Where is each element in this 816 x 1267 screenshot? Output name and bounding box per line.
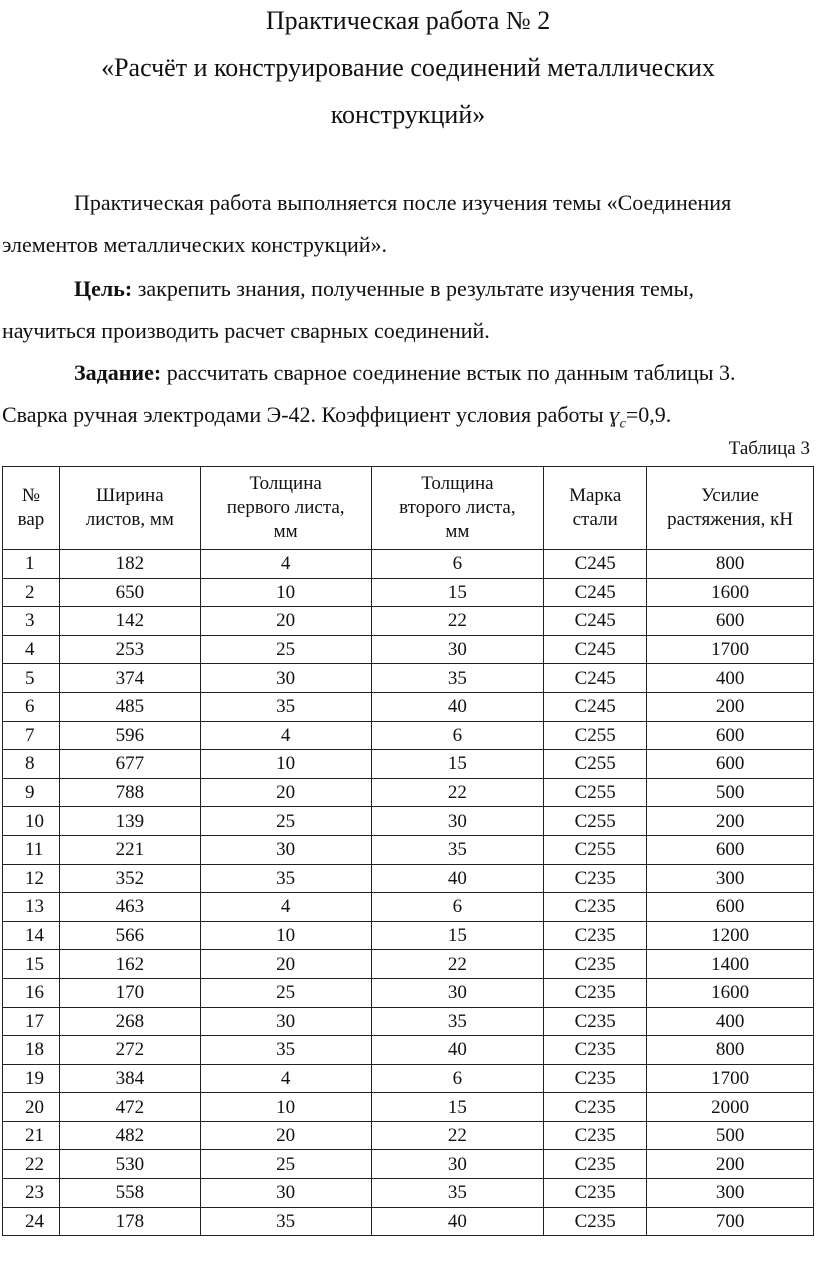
table-cell: 22: [371, 778, 544, 807]
table-cell: 253: [59, 635, 200, 664]
table-cell: 35: [200, 1207, 371, 1236]
task-paragraph: [2, 360, 814, 437]
table-cell: С235: [544, 1036, 647, 1065]
table-cell: 6: [371, 721, 544, 750]
table-cell: 35: [200, 864, 371, 893]
table-cell: 4: [3, 635, 60, 664]
table-cell: 14: [3, 921, 60, 950]
table-row: [3, 1007, 814, 1036]
table-cell: 600: [647, 721, 814, 750]
task-label: Задание:: [74, 360, 162, 385]
table-cell: 10: [200, 921, 371, 950]
table-cell: 15: [371, 1093, 544, 1122]
table-cell: С255: [544, 750, 647, 779]
table-cell: С235: [544, 1093, 647, 1122]
table-cell: 221: [59, 835, 200, 864]
table-row: [3, 1093, 814, 1122]
table-cell: 2000: [647, 1093, 814, 1122]
table-cell: 1200: [647, 921, 814, 950]
table-cell: 482: [59, 1121, 200, 1150]
table-cell: 272: [59, 1036, 200, 1065]
table-cell: 600: [647, 893, 814, 922]
table-cell: 21: [3, 1121, 60, 1150]
table-cell: 6: [371, 893, 544, 922]
column-header: Марка стали: [544, 467, 647, 550]
table-row: [3, 578, 814, 607]
table-cell: 30: [200, 1179, 371, 1208]
table-cell: 596: [59, 721, 200, 750]
gamma-subscript: c: [619, 416, 626, 432]
table-cell: 3: [3, 607, 60, 636]
table-cell: 300: [647, 864, 814, 893]
table-cell: С235: [544, 1207, 647, 1236]
variants-table: [2, 466, 814, 1236]
table-row: [3, 864, 814, 893]
table-cell: 20: [3, 1093, 60, 1122]
table-cell: 1: [3, 550, 60, 579]
table-cell: С235: [544, 1007, 647, 1036]
goal-line1: закрепить знания, полученные в результате изучения темы,: [137, 276, 694, 301]
table-row: [3, 978, 814, 1007]
table-cell: С245: [544, 550, 647, 579]
table-cell: 268: [59, 1007, 200, 1036]
table-row: [3, 635, 814, 664]
table-cell: 463: [59, 893, 200, 922]
table-cell: 30: [371, 807, 544, 836]
table-cell: 25: [200, 807, 371, 836]
table-cell: 4: [200, 550, 371, 579]
column-header: Усилие растяжения, кН: [647, 467, 814, 550]
table-cell: 40: [371, 1207, 544, 1236]
table-row: [3, 1036, 814, 1065]
table-cell: 6: [371, 550, 544, 579]
table-cell: 15: [371, 750, 544, 779]
task-line1: рассчитать сварное соединение встык по данным таблицы 3.: [166, 360, 736, 385]
table-cell: 178: [59, 1207, 200, 1236]
table-cell: С235: [544, 1064, 647, 1093]
table-cell: 35: [371, 835, 544, 864]
table-cell: 6: [3, 692, 60, 721]
table-cell: 300: [647, 1179, 814, 1208]
table-cell: 30: [371, 635, 544, 664]
table-cell: 4: [200, 893, 371, 922]
table-row: [3, 664, 814, 693]
table-cell: С245: [544, 578, 647, 607]
column-header: Толщина второго листа, мм: [371, 467, 544, 550]
table-row: [3, 692, 814, 721]
table-cell: 11: [3, 835, 60, 864]
table-row: [3, 807, 814, 836]
table-cell: 25: [200, 978, 371, 1007]
table-caption: Таблица 3: [728, 438, 810, 459]
column-header: № вар: [3, 467, 60, 550]
table-cell: С235: [544, 1121, 647, 1150]
table-cell: 472: [59, 1093, 200, 1122]
goal-label: Цель:: [74, 276, 133, 301]
table-cell: 700: [647, 1207, 814, 1236]
table-cell: 384: [59, 1064, 200, 1093]
task-line2: Сварка ручная электродами Э-42. Коэффициент условия работы ɣ$_c$=0,9.: [2, 402, 672, 432]
table-cell: 35: [371, 1179, 544, 1208]
table-cell: 4: [200, 721, 371, 750]
table-cell: 15: [371, 578, 544, 607]
work-title-line1: «Расчёт и конструирование соединений металлических: [101, 53, 715, 82]
table-cell: 22: [371, 607, 544, 636]
table-cell: С255: [544, 721, 647, 750]
table-cell: 558: [59, 1179, 200, 1208]
table-cell: 10: [200, 578, 371, 607]
table-cell: 500: [647, 1121, 814, 1150]
table-cell: С245: [544, 607, 647, 636]
table-cell: 9: [3, 778, 60, 807]
table-cell: 500: [647, 778, 814, 807]
table-cell: 1600: [647, 578, 814, 607]
table-cell: 15: [371, 921, 544, 950]
table-cell: 1700: [647, 635, 814, 664]
table-cell: 200: [647, 692, 814, 721]
table-cell: 200: [647, 807, 814, 836]
table-cell: С235: [544, 1179, 647, 1208]
gamma-symbol: ɣ: [609, 402, 620, 427]
goal-paragraph: [2, 276, 814, 344]
table-row: [3, 778, 814, 807]
table-row: [3, 550, 814, 579]
table-row: [3, 1150, 814, 1179]
table-cell: 25: [200, 635, 371, 664]
table-cell: 142: [59, 607, 200, 636]
intro-paragraph: [2, 190, 814, 258]
table-cell: 19: [3, 1064, 60, 1093]
table-cell: 40: [371, 1036, 544, 1065]
table-cell: С235: [544, 1150, 647, 1179]
table-cell: 800: [647, 1036, 814, 1065]
table-cell: 35: [200, 692, 371, 721]
table-cell: 2: [3, 578, 60, 607]
table-cell: 139: [59, 807, 200, 836]
table-cell: 16: [3, 978, 60, 1007]
table-cell: С245: [544, 635, 647, 664]
table-cell: 20: [200, 1121, 371, 1150]
table-cell: 677: [59, 750, 200, 779]
table-row: [3, 1179, 814, 1208]
table-cell: 20: [200, 950, 371, 979]
table-cell: 400: [647, 664, 814, 693]
table-cell: 22: [371, 950, 544, 979]
table-cell: 10: [3, 807, 60, 836]
table-cell: 18: [3, 1036, 60, 1065]
table-cell: 20: [200, 778, 371, 807]
table-cell: 800: [647, 550, 814, 579]
table-cell: С235: [544, 978, 647, 1007]
table-cell: 35: [371, 664, 544, 693]
table-row: [3, 835, 814, 864]
table-cell: 650: [59, 578, 200, 607]
table-cell: 23: [3, 1179, 60, 1208]
table-cell: 400: [647, 1007, 814, 1036]
table-cell: 182: [59, 550, 200, 579]
table-cell: 30: [200, 835, 371, 864]
table-cell: 30: [371, 978, 544, 1007]
table-cell: С255: [544, 778, 647, 807]
table-cell: 600: [647, 835, 814, 864]
intro-line2: элементов металлических конструкций».: [2, 232, 388, 257]
table-cell: 10: [200, 750, 371, 779]
table-cell: 788: [59, 778, 200, 807]
table-cell: 4: [200, 1064, 371, 1093]
table-row: [3, 950, 814, 979]
table-cell: 1400: [647, 950, 814, 979]
table-cell: 25: [200, 1150, 371, 1179]
table-cell: 30: [200, 1007, 371, 1036]
table-cell: 12: [3, 864, 60, 893]
intro-line1: Практическая работа выполняется после изучения темы «Соединения: [74, 190, 732, 215]
table-cell: С235: [544, 864, 647, 893]
table-cell: С235: [544, 893, 647, 922]
column-header: Толщина первого листа, мм: [200, 467, 371, 550]
table-cell: С235: [544, 921, 647, 950]
table-cell: 40: [371, 692, 544, 721]
column-header: Ширина листов, мм: [59, 467, 200, 550]
table-cell: 5: [3, 664, 60, 693]
table-cell: 170: [59, 978, 200, 1007]
table-row: [3, 1207, 814, 1236]
table-cell: 30: [200, 664, 371, 693]
table-cell: С255: [544, 807, 647, 836]
table-cell: 30: [371, 1150, 544, 1179]
table-cell: 485: [59, 692, 200, 721]
table-header-row: [3, 467, 814, 550]
table-row: [3, 893, 814, 922]
table-cell: 6: [371, 1064, 544, 1093]
table-row: [3, 721, 814, 750]
table-cell: 15: [3, 950, 60, 979]
page-title: Практическая работа № 2: [265, 6, 551, 35]
table-cell: С255: [544, 835, 647, 864]
table-cell: 17: [3, 1007, 60, 1036]
table-cell: 20: [200, 607, 371, 636]
table-cell: 40: [371, 864, 544, 893]
table-cell: 374: [59, 664, 200, 693]
table-row: [3, 607, 814, 636]
table-cell: 8: [3, 750, 60, 779]
table-cell: 200: [647, 1150, 814, 1179]
table-row: [3, 1064, 814, 1093]
table-cell: 162: [59, 950, 200, 979]
table-cell: С245: [544, 664, 647, 693]
work-title-line2: конструкций»: [330, 100, 486, 129]
table-cell: 10: [200, 1093, 371, 1122]
table-cell: 1700: [647, 1064, 814, 1093]
table-cell: 600: [647, 607, 814, 636]
table-cell: 7: [3, 721, 60, 750]
goal-line2: научиться производить расчет сварных соединений.: [2, 318, 490, 343]
table-cell: 566: [59, 921, 200, 950]
table-row: [3, 1121, 814, 1150]
table-cell: 530: [59, 1150, 200, 1179]
table-cell: 13: [3, 893, 60, 922]
table-cell: 1600: [647, 978, 814, 1007]
table-cell: С245: [544, 692, 647, 721]
table-cell: 600: [647, 750, 814, 779]
table-cell: 35: [371, 1007, 544, 1036]
table-row: [3, 750, 814, 779]
table-row: [3, 921, 814, 950]
table-cell: 352: [59, 864, 200, 893]
table-cell: 22: [3, 1150, 60, 1179]
table-cell: 22: [371, 1121, 544, 1150]
table-cell: 24: [3, 1207, 60, 1236]
table-cell: 35: [200, 1036, 371, 1065]
table-cell: С235: [544, 950, 647, 979]
